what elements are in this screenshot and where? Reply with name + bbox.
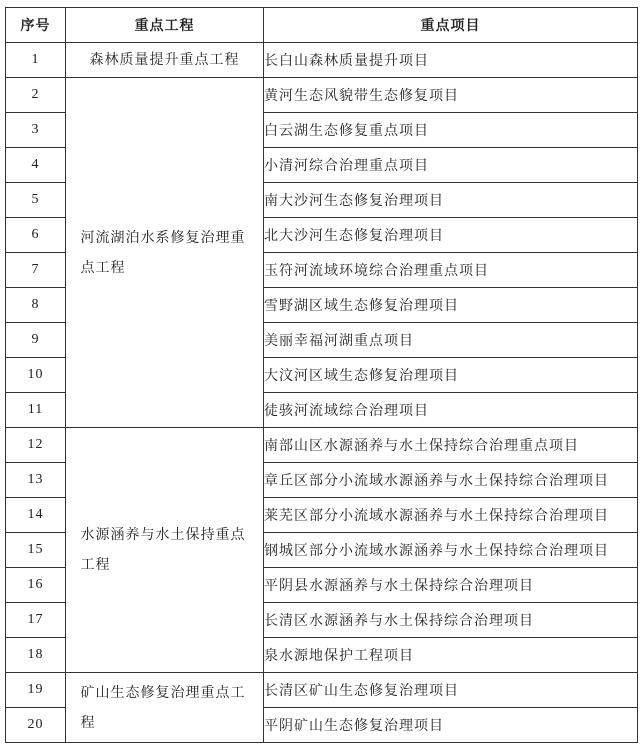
project-name: 长白山森林质量提升项目 xyxy=(264,43,638,78)
row-index: 11 xyxy=(6,393,66,428)
row-index: 7 xyxy=(6,253,66,288)
header-index: 序号 xyxy=(6,8,66,43)
project-name: 平阴县水源涵养与水土保持综合治理项目 xyxy=(264,568,638,603)
engineering-name: 河流湖泊水系修复治理重点工程 xyxy=(80,229,246,276)
key-projects-table xyxy=(5,7,638,743)
engineering-name: 水源涵养与水土保持重点工程 xyxy=(80,527,246,573)
row-index: 19 xyxy=(6,673,66,708)
project-name: 黄河生态风貌带生态修复项目 xyxy=(264,78,638,113)
project-name: 平阴矿山生态修复治理项目 xyxy=(264,708,638,743)
project-name: 泉水源地保护工程项目 xyxy=(264,638,638,673)
row-index: 12 xyxy=(6,428,66,463)
project-name: 莱芜区部分小流域水源涵养与水土保持综合治理项目 xyxy=(264,498,638,533)
table-header-row xyxy=(6,8,638,43)
table-row xyxy=(6,428,638,463)
row-index: 15 xyxy=(6,533,66,568)
project-name: 章丘区部分小流域水源涵养与水土保持综合治理项目 xyxy=(264,463,638,498)
row-index: 8 xyxy=(6,288,66,323)
row-index: 3 xyxy=(6,113,66,148)
row-index: 1 xyxy=(6,43,66,78)
project-name: 南大沙河生态修复治理项目 xyxy=(264,183,638,218)
row-index: 10 xyxy=(6,358,66,393)
project-name: 北大沙河生态修复治理项目 xyxy=(264,218,638,253)
row-index: 18 xyxy=(6,638,66,673)
row-index: 5 xyxy=(6,183,66,218)
row-index: 6 xyxy=(6,218,66,253)
engineering-group-cell xyxy=(66,428,264,673)
table-row xyxy=(6,43,638,78)
engineering-group-cell xyxy=(66,43,264,78)
project-name: 小清河综合治理重点项目 xyxy=(264,148,638,183)
project-name: 白云湖生态修复重点项目 xyxy=(264,113,638,148)
row-index: 2 xyxy=(6,78,66,113)
engineering-group-cell xyxy=(66,673,264,743)
header-project: 重点项目 xyxy=(264,8,638,43)
project-name: 雪野湖区域生态修复治理项目 xyxy=(264,288,638,323)
project-name: 徒骇河流域综合治理项目 xyxy=(264,393,638,428)
project-name: 美丽幸福河湖重点项目 xyxy=(264,323,638,358)
project-name: 玉符河流域环境综合治理重点项目 xyxy=(264,253,638,288)
row-index: 4 xyxy=(6,148,66,183)
project-name: 南部山区水源涵养与水土保持综合治理重点项目 xyxy=(264,428,638,463)
project-name: 长清区水源涵养与水土保持综合治理项目 xyxy=(264,603,638,638)
row-index: 14 xyxy=(6,498,66,533)
row-index: 13 xyxy=(6,463,66,498)
engineering-name: 矿山生态修复治理重点工程 xyxy=(80,684,246,731)
row-index: 9 xyxy=(6,323,66,358)
project-name: 长清区矿山生态修复治理项目 xyxy=(264,673,638,708)
engineering-group-cell xyxy=(66,78,264,428)
row-index: 17 xyxy=(6,603,66,638)
engineering-name: 森林质量提升重点工程 xyxy=(89,52,240,68)
table-row xyxy=(6,673,638,708)
row-index: 20 xyxy=(6,708,66,743)
row-index: 16 xyxy=(6,568,66,603)
table-row xyxy=(6,78,638,113)
project-name: 钢城区部分小流域水源涵养与水土保持综合治理项目 xyxy=(264,533,638,568)
header-engineering: 重点工程 xyxy=(66,8,264,43)
project-name: 大汶河区域生态修复治理项目 xyxy=(264,358,638,393)
